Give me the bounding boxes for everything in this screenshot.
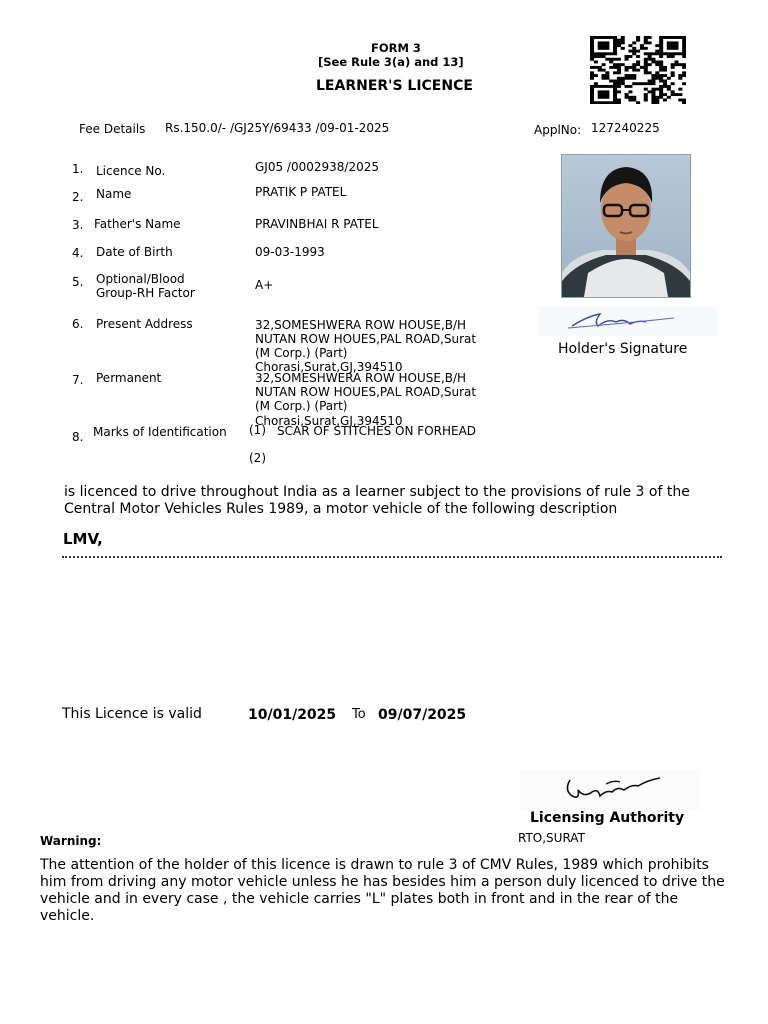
present-address-line: (M Corp.) (Part) [255,346,348,360]
blood-group-value: A+ [255,278,274,292]
validity-label: This Licence is valid [62,706,202,722]
authority-office: RTO,SURAT [518,831,585,845]
dob-label: Date of Birth [96,245,173,259]
vehicle-class: LMV, [63,530,103,548]
field-number: 1. [72,162,84,176]
licence-no-value: GJ05 /0002938/2025 [255,160,379,174]
validity-to-label: To [352,707,366,722]
field-number: 7. [72,373,84,387]
form-number: FORM 3 [371,41,421,55]
field-number: 6. [72,317,84,331]
fee-value: Rs.150.0/- /GJ25Y/69433 /09-01-2025 [165,121,390,135]
present-address-line: NUTAN ROW HOUES,PAL ROAD,Surat [255,332,477,346]
dob-value: 09-03-1993 [255,245,325,259]
licence-statement: is licenced to drive throughout India as a learner subject to the provisions of rule 3 of the Central Motor Vehicles Rules 1989, a motor vehicle of the following description [64,484,690,517]
dotted-divider [62,548,722,558]
permanent-address-line: Chorasi,Surat,GJ,394510 [255,414,403,428]
field-number: 8. [72,430,84,444]
permanent-address-line: (M Corp.) (Part) [255,399,348,413]
name-label: Name [96,187,132,201]
field-number: 2. [72,190,84,204]
holder-signature-label: Holder's Signature [558,341,688,357]
present-address-label: Present Address [96,317,193,331]
blood-group-label: Optional/Blood [96,272,185,286]
holder-photo [561,154,691,298]
authority-title: Licensing Authority [530,810,685,826]
appl-no-label: ApplNo: [534,123,582,137]
permanent-address-line: 32,SOMESHWERA ROW HOUSE,B/H [255,371,467,385]
valid-to-date: 09/07/2025 [378,707,467,723]
rule-reference: [See Rule 3(a) and 13] [318,55,464,69]
warning-label: Warning: [40,834,102,848]
identification-mark-number: (2) [249,451,266,465]
authority-signature-image [520,770,700,810]
name-value: PRATIK P PATEL [255,185,347,199]
holder-signature-image [538,306,718,336]
page-title: LEARNER'S LICENCE [316,78,473,94]
field-number: 5. [72,275,84,289]
valid-from-date: 10/01/2025 [248,707,337,723]
fee-label: Fee Details [79,122,146,136]
identification-mark-1: SCAR OF STITCHES ON FORHEAD [277,424,477,438]
warning-text: The attention of the holder of this licence is drawn to rule 3 of CMV Rules, 1989 which prohibits him from driving any motor vehicle unless he has besides him a person duly licenced to drive the vehicle and in every case , the vehicle carries "L" plates both in front and in the rear of the vehicle. [40,857,725,924]
appl-no-value: 127240225 [591,121,660,135]
licence-no-label: Licence No. [96,164,166,178]
present-address-line: 32,SOMESHWERA ROW HOUSE,B/H [255,318,467,332]
blood-group-label-line2: Group-RH Factor [96,286,195,300]
fathers-name-label: Father's Name [94,217,181,231]
present-address-line: Chorasi,Surat,GJ,394510 [255,360,403,374]
identification-mark-number: (1) [249,423,266,437]
permanent-address-label: Permanent [96,371,162,385]
identification-marks-label: Marks of Identification [93,425,227,439]
field-number: 3. [72,218,84,232]
fathers-name-value: PRAVINBHAI R PATEL [255,217,379,231]
qr-code [590,36,686,104]
field-number: 4. [72,246,84,260]
permanent-address-line: NUTAN ROW HOUES,PAL ROAD,Surat [255,385,477,399]
